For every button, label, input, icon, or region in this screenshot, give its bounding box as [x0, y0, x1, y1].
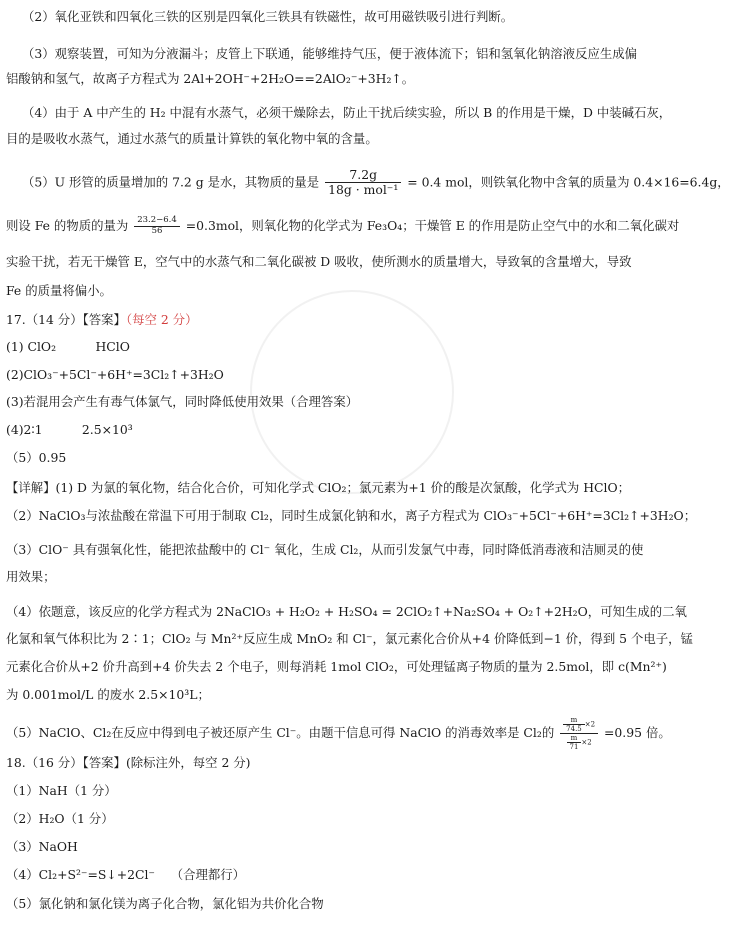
q17-detail-1: 【详解】(1) D 为氯的氧化物，结合化合价，可知化学式 ClO₂；氯元素为+1 价的酸是次氯酸，化学式为 HClO； [6, 480, 631, 495]
q16-item5-suffix: = 0.4 mol，则铁氧化物中含氧的质量为 0.4×16=6.4g， [407, 174, 730, 190]
q17-header-score-note: （每空 2 分） [125, 312, 198, 327]
q17-detail-5-inner-den-m: m [567, 734, 582, 743]
watermark-logo [250, 290, 454, 494]
q17-detail-3-line1: （3）ClO⁻ 具有强氧化性，能把浓盐酸中的 Cl⁻ 氧化，生成 Cl₂，从而引发氯气中毒，同时降低消毒液和洁厕灵的使 [6, 542, 644, 557]
q17-detail-5-inner-num-molar: 74.5 [566, 725, 582, 734]
q16-item2: （2）氧化亚铁和四氧化三铁的区别是四氧化三铁具有铁磁性，故可用磁铁吸引进行判断。 [22, 9, 514, 24]
q16-item5-line2-frac-den: 56 [151, 225, 163, 236]
q17-answer-4: (4)2∶1 2.5×10³ [6, 422, 133, 437]
q17-detail-4-line1: （4）依题意，该反应的化学方程式为 2NaClO₃ + H₂O₂ + H₂SO₄ = 2ClO₂↑+Na₂SO₄ + O₂↑+2H₂O，可知生成的二氧 [6, 604, 687, 619]
q17-detail-5-frac-num [560, 716, 598, 734]
q16-item3-line2: 铝酸钠和氢气，故离子方程式为 2Al+2OH⁻+2H₂O==2AlO₂⁻+3H₂↑。 [6, 71, 415, 86]
q17-answer-1: (1) ClO₂ HClO [6, 339, 130, 354]
q17-detail-5-frac-den [560, 734, 598, 751]
q17-answer-2: (2)ClO₃⁻+5Cl⁻+6H⁺=3Cl₂↑+3H₂O [6, 367, 224, 382]
q16-item5-line4: Fe 的质量将偏小。 [6, 283, 112, 298]
q17-detail-5-prefix: （5）NaClO、Cl₂在反应中得到电子被还原产生 Cl⁻。由题干信息可得 NaClO 的消毒效率是 Cl₂的 [6, 725, 555, 741]
q17-header-prefix: 17.（14 分）【答案】 [6, 312, 126, 327]
q17-detail-5-inner-den-molar: 71 [569, 743, 579, 752]
q16-item5-line2-prefix: 则设 Fe 的物质的量为 [6, 217, 129, 233]
q17-answer-5: （5）0.95 [6, 450, 67, 465]
q17-detail-5-fraction [560, 716, 598, 751]
q17-header [6, 311, 197, 329]
q17-detail-5-inner-num-m: m [563, 716, 585, 725]
q18-answer-2: （2）H₂O（1 分） [6, 811, 114, 826]
q17-detail-4-line2: 化氯和氧气体积比为 2∶1；ClO₂ 与 Mn²⁺反应生成 MnO₂ 和 Cl⁻，氯元素化合价从+4 价降低到−1 价，得到 5 个电子，锰 [6, 631, 693, 646]
q16-item5-line2-fraction [134, 216, 180, 237]
q18-answer-4: （4）Cl₂+S²⁻=S↓+2Cl⁻ （合理都行） [6, 867, 246, 882]
q17-detail-3-line2: 用效果； [6, 569, 56, 584]
q18-answer-3: （3）NaOH [6, 839, 78, 854]
q16-item5-line2 [6, 216, 679, 237]
q17-detail-5-times-top: ×2 [584, 720, 596, 729]
q16-item5-line3: 实验干扰，若无干燥管 E，空气中的水蒸气和二氧化碳被 D 吸收，使所测水的质量增大，导致氧的含量增大，导致 [6, 254, 632, 269]
q16-item5-frac-num: 7.2g [325, 168, 401, 183]
q18-answer-5: （5）氯化钠和氯化镁为离子化合物，氯化铝为共价化合物 [6, 896, 324, 911]
q17-detail-2: （2）NaClO₃与浓盐酸在常温下可用于制取 Cl₂，同时生成氯化钠和水，离子方程式为 ClO₃⁻+5Cl⁻+6H⁺=3Cl₂↑+3H₂O； [6, 508, 697, 523]
q16-item5-line2-suffix: =0.3mol，则氧化物的化学式为 Fe₃O₄；干燥管 E 的作用是防止空气中的水和二氧化碳对 [185, 217, 680, 233]
q16-item5-line1 [22, 168, 730, 198]
q17-detail-5-suffix: =0.95 倍。 [604, 725, 671, 741]
q18-answer-1: （1）NaH（1 分） [6, 783, 117, 798]
q17-detail-5 [6, 716, 671, 751]
q16-item5-fraction [325, 168, 401, 198]
q16-item4-line1: （4）由于 A 中产生的 H₂ 中混有水蒸气，必须干燥除去，防止干扰后续实验，所以 B 的作用是干燥，D 中装碱石灰， [22, 105, 672, 120]
q17-detail-4-line4: 为 0.001mol/L 的废水 2.5×10³L； [6, 687, 210, 702]
q16-item4-line2: 目的是吸收水蒸气，通过水蒸气的质量计算铁的氧化物中氧的含量。 [6, 131, 378, 146]
q17-answer-3: (3)若混用会产生有毒气体氯气，同时降低使用效果（合理答案） [6, 394, 359, 409]
q16-item3-line1: （3）观察装置，可知为分液漏斗；皮管上下联通，能够维持气压，便于液体流下；铝和氢氧化钠溶液反应生成偏 [22, 46, 638, 61]
q18-header: 18.（16 分）【答案】(除标注外，每空 2 分) [6, 755, 251, 770]
q17-detail-5-times-bottom: ×2 [581, 738, 592, 747]
q16-item5-line2-frac-num: 23.2−6.4 [134, 216, 180, 227]
q17-detail-4-line3: 元素化合价从+2 价升高到+4 价失去 2 个电子，则每消耗 1mol ClO₂，可处理锰离子物质的量为 2.5mol，即 c(Mn²⁺) [6, 659, 667, 674]
q16-item5-frac-den: 18g · mol⁻¹ [328, 182, 399, 198]
q16-item5-prefix: （5）U 形管的质量增加的 7.2 g 是水，其物质的量是 [22, 174, 320, 190]
